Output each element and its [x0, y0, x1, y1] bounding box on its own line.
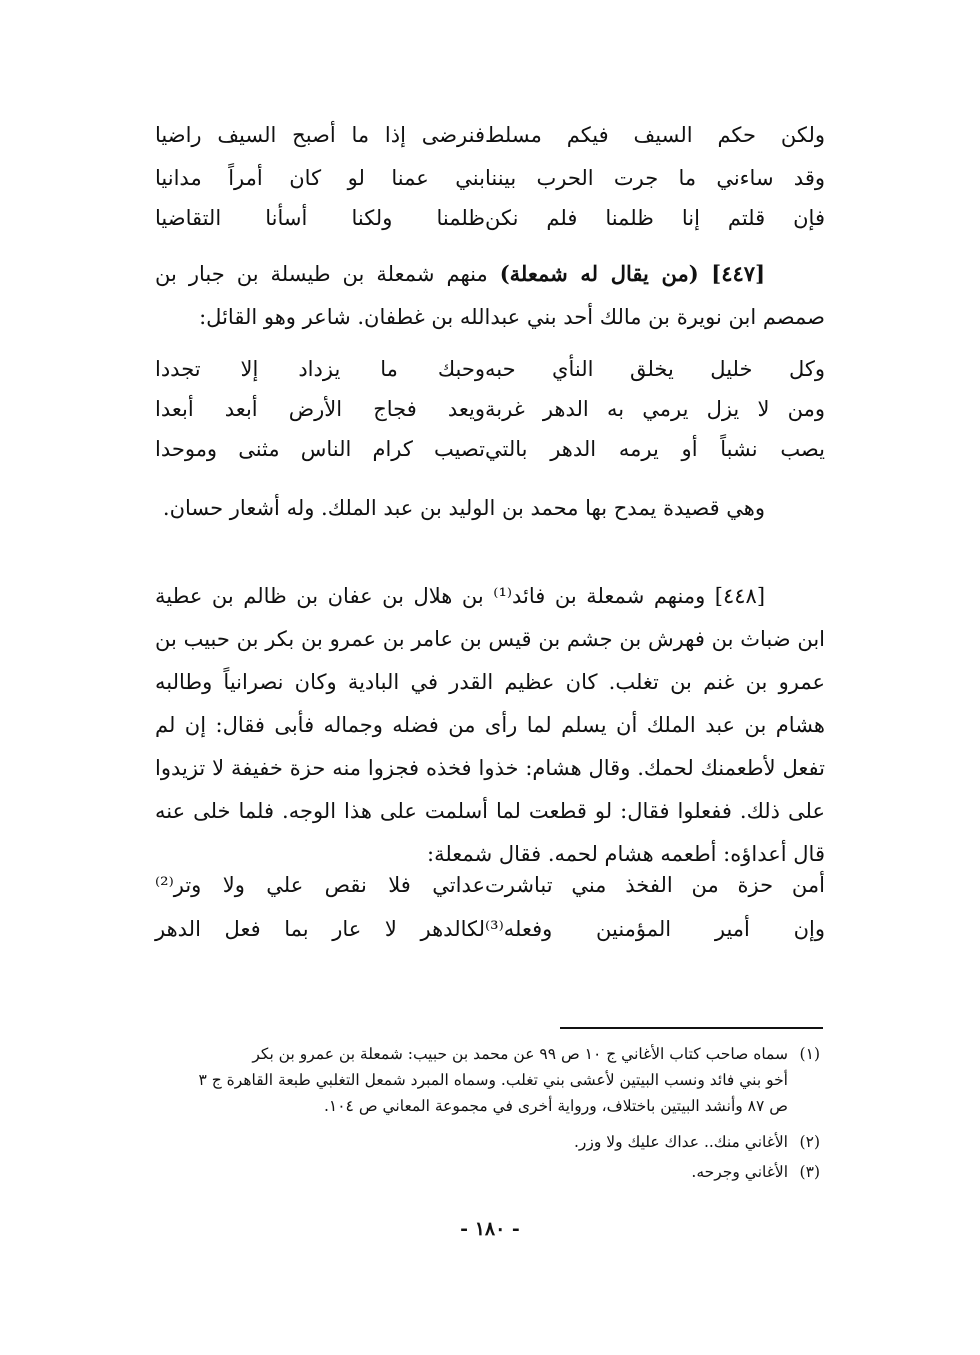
footnote-separator: [560, 1027, 823, 1029]
hemistich-second: وحبك ما يزداد إلا تجددا: [155, 357, 485, 381]
paragraph-448: [155, 575, 825, 876]
commentary-text: وهي قصيدة يمدح بها محمد بن الوليد بن عبد الملك. وله أشعار حسان.: [162, 496, 765, 520]
entry-text: ومنهم شمعلة بن فائد⁽¹⁾ بن هلال بن عفان بن ظالم بن عطية ابن ضباث بن فهرش بن جشم بن قيس بن عامر بن عمرو بن بكر بن حبيب بن عمرو بن غنم بن تغلب. كان عظيم القدر في البادية وكان نصرانياً وطالبه هشام بن عبد الملك أن يسلم لما رأى من فضله وجماله فأبى فقال: إن لم تفعل لأطعمنك لحمك. وقال هشام: خذوا فخذه فجزوا منه حزة خفيفة لا تزيدوا على ذلك. ففعلوا فقال: لو قطعت لما أسلمت على هذا الوجه. فلما خلى عنه قال أعداؤه: أطعمه هشام لحمه. فقال شمعلة:: [155, 584, 825, 866]
hemistich-first: وكل خليل يخلق النأي حبه: [485, 357, 825, 381]
footnote-text: أخو بني فائد ونسب البيتين لأعشى بني تغلب. وسماه المبرد شمعل التغلبي طبعة القاهرة ج ٣: [198, 1071, 788, 1089]
hemistich-first: وقد ساءني ما جرت الحرب بيننا: [485, 166, 825, 190]
footnote-number: (١): [799, 1045, 820, 1063]
entry-text: منهم شمعلة بن طيسلة بن جبار بن صمصم ابن نويرة بن مالك أحد بني عبدالله بن غطفان. شاعر وهو القائل:: [155, 262, 825, 329]
hemistich-first: وإن أمير المؤمنين وفعله⁽³⁾: [485, 917, 825, 941]
entry-label: [٤٤٨]: [714, 584, 766, 608]
hemistich-second: ظلمنا ولكنا أسأنا التقاضيا: [155, 206, 485, 230]
hemistich-second: فنرضى إذا ما أصبح السيف راضيا: [155, 123, 485, 147]
hemistich-second: تصيب كرام الناس مثنى وموحدا: [155, 437, 485, 461]
footnote-3: [155, 1159, 820, 1185]
footnote-2: [155, 1129, 820, 1155]
hemistich-first: ومن لا يزل يرمي به الدهر غربة: [485, 397, 825, 421]
footnote-text: الأغاني منك.. عداك عليك ولا وزر.: [573, 1133, 788, 1151]
footnote-text: الأغاني وجرحه.: [691, 1163, 788, 1181]
footnote-text: سماه صاحب كتاب الأغاني ج ١٠ ص ٩٩ عن محمد بن حبيب: شمعلة بن عمرو بن بكر: [252, 1045, 788, 1063]
hemistich-second: ويعد فجاج الأرض أبعد أبعدا: [155, 397, 485, 421]
paragraph-commentary: [155, 487, 825, 530]
hemistich-first: أمن حزة من الفخذ مني تباشرت: [485, 873, 825, 897]
footnote-number: (٣): [799, 1163, 820, 1181]
page-number: - ١٨٠ -: [460, 1218, 520, 1240]
footnote-text: ص ٨٧ وأنشد البيتين باختلاف، ورواية أخرى في مجموعة المعاني ص ١٠٤.: [323, 1097, 788, 1115]
footnote-1: [155, 1041, 820, 1119]
entry-label: [٤٤٧] (من يقال له شمعلة): [499, 261, 765, 286]
hemistich-second: لكالدهر لا عار بما فعل الدهر: [155, 917, 485, 941]
hemistich-first: ولكن حكم السيف فيكم مسلط: [485, 123, 825, 147]
footnote-number: (٢): [799, 1133, 820, 1151]
hemistich-first: فإن قلتم إنا ظلمنا فلم نكن: [485, 206, 825, 230]
hemistich-second: بني عمنا لو كان أمراً مدانيا: [155, 166, 485, 190]
hemistich-first: يصب نشباً أو يرمه الدهر بالتي: [485, 437, 825, 461]
hemistich-second: عداتي فلا نقص علي ولا وتر⁽²⁾: [155, 873, 485, 897]
paragraph-447: [155, 252, 825, 339]
